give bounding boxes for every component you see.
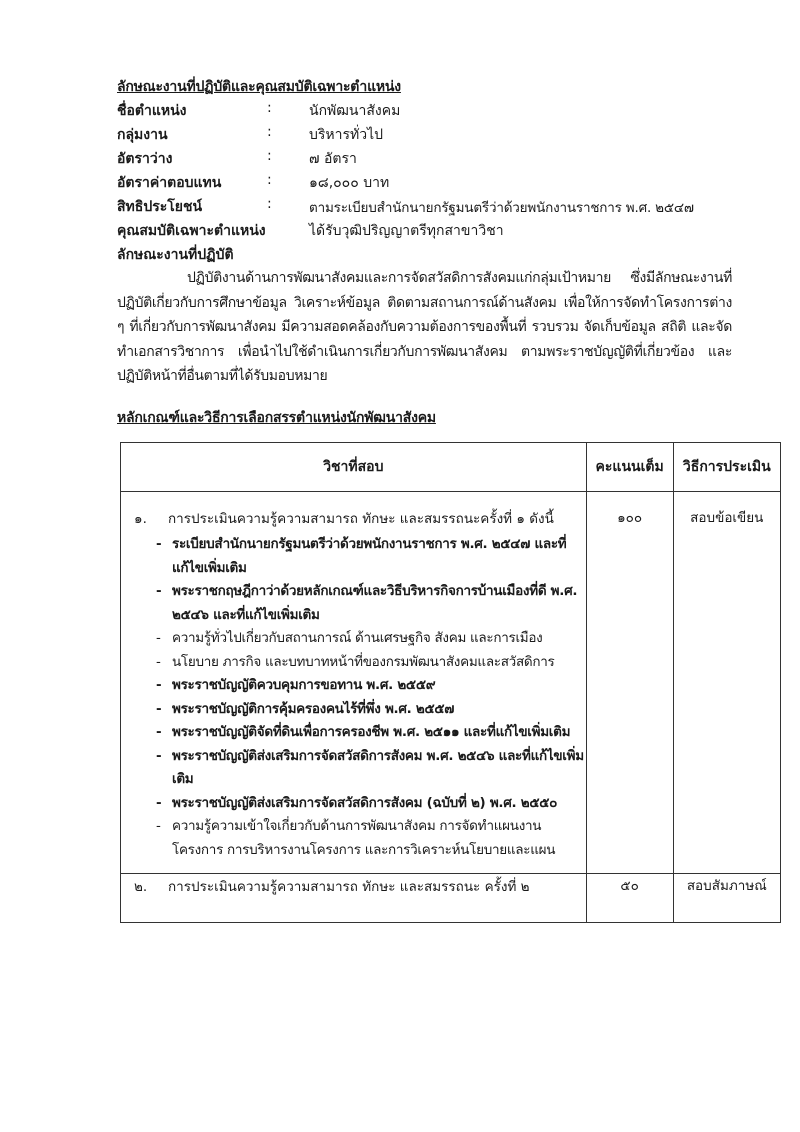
list-item: - พระราชกฤษฎีกาว่าด้วยหลักเกณฑ์และวิธีบริหารกิจการบ้านเมืองที่ดี พ.ศ. ๒๕๔๖ และที่แก้ไขเพิ่มเติม xyxy=(156,583,578,623)
field-label: อัตราค่าตอบแทน xyxy=(117,175,222,191)
field-value: ตามระเบียบสำนักนายกรัฐมนตรีว่าด้วยพนักงานราชการ พ.ศ. ๒๕๔๗ xyxy=(309,200,694,216)
evaluation-method-cell: สอบสัมภาษณ์ xyxy=(673,874,780,923)
list-item: - พระราชบัญญัติจัดที่ดินเพื่อการครองชีพ พ.ศ. ๒๕๑๑ และที่แก้ไขเพิ่มเติม xyxy=(156,724,571,740)
subject-cell xyxy=(121,492,587,874)
header-subject: วิชาที่สอบ xyxy=(121,443,587,492)
field-label: อัตราว่าง xyxy=(117,151,173,167)
list-item: - ความรู้ความเข้าใจเกี่ยวกับด้านการพัฒนาสังคม การจัดทำแผนงานโครงการ การบริหารงานโครงการ และการวิเคราะห์นโยบายและแผน xyxy=(156,818,556,858)
field-value: บริหารทั่วไป xyxy=(309,127,384,143)
field-label: สิทธิประโยชน์ xyxy=(117,199,203,215)
header-full-score: คะแนนเต็ม xyxy=(586,443,673,492)
field-label: คุณสมบัติเฉพาะตำแหน่ง xyxy=(117,223,266,239)
list-item: - พระราชบัญญัติส่งเสริมการจัดสวัสดิการสังคม พ.ศ. ๒๕๔๖ และที่แก้ไขเพิ่มเติม xyxy=(156,747,584,787)
list-item: - พระราชบัญญัติควบคุมการขอทาน พ.ศ. ๒๕๕๙ xyxy=(156,677,436,693)
list-item: - ความรู้ทั่วไปเกี่ยวกับสถานการณ์ ด้านเศรษฐกิจ สังคม และการเมือง xyxy=(156,630,543,646)
table-header-row xyxy=(121,443,781,492)
list-item: - พระราชบัญญัติการคุ้มครองคนไร้ที่พึ่ง พ.ศ. ๒๕๕๗ xyxy=(156,700,455,717)
full-score-cell: ๑๐๐ xyxy=(586,492,673,874)
subject-cell xyxy=(121,874,587,923)
section-heading-duties-qualifications: ลักษณะงานที่ปฏิบัติและคุณสมบัติเฉพาะตำแหน่ง xyxy=(117,79,401,95)
item-title xyxy=(122,875,585,897)
field-colon: : xyxy=(267,172,272,188)
item-title xyxy=(122,493,585,529)
field-colon: : xyxy=(267,196,272,212)
field-label: ลักษณะงานที่ปฏิบัติ xyxy=(117,247,234,263)
field-colon: : xyxy=(267,148,272,164)
header-evaluation-method: วิธีการประเมิน xyxy=(673,443,780,492)
field-value: ๗ อัตรา xyxy=(309,151,357,167)
item-number: ๒. xyxy=(134,879,148,895)
full-score-cell: ๕๐ xyxy=(586,874,673,923)
item-title-text: การประเมินความรู้ความสามารถ ทักษะ และสมรรถนะครั้งที่ ๑ ดังนี้ xyxy=(168,511,554,527)
field-value: ๑๘,๐๐๐ บาท xyxy=(309,175,390,191)
item-title-text: การประเมินความรู้ความสามารถ ทักษะ และสมรรถนะ ครั้งที่ ๒ xyxy=(168,879,530,895)
field-value: ได้รับวุฒิปริญญาตรีทุกสาขาวิชา xyxy=(309,223,504,239)
field-label: ชื่อตำแหน่ง xyxy=(117,103,187,119)
table-row xyxy=(121,492,781,874)
field-colon: : xyxy=(267,100,272,116)
subitem-list xyxy=(122,533,585,862)
table-row xyxy=(121,874,781,923)
section-heading-selection-criteria: หลักเกณฑ์และวิธีการเลือกสรรตำแหน่งนักพัฒนาสังคม xyxy=(117,410,436,426)
list-item: - นโยบาย ภารกิจ และบทบาทหน้าที่ของกรมพัฒนาสังคมและสวัสดิการ xyxy=(156,653,555,670)
list-item: - ระเบียบสำนักนายกรัฐมนตรีว่าด้วยพนักงานราชการ พ.ศ. ๒๕๔๗ และที่แก้ไขเพิ่มเติม xyxy=(156,536,567,576)
evaluation-method-cell: สอบข้อเขียน xyxy=(673,492,780,874)
field-label: กลุ่มงาน xyxy=(117,127,168,143)
exam-criteria-table xyxy=(120,442,781,923)
field-value: นักพัฒนาสังคม xyxy=(309,103,401,119)
item-number: ๑. xyxy=(134,511,147,527)
duties-paragraph: ปฏิบัติงานด้านการพัฒนาสังคมและการจัดสวัสดิการสังคมแก่กลุ่มเป้าหมาย ซึ่งมีลักษณะงานที่ปฏิบัติเกี่ยวกับการศึกษาข้อมูล วิเคราะห์ข้อมูล ติดตามสถานการณ์ด้านสังคม เพื่อให้การจัดทำโครงการต่าง ๆ ที่เกี่ยวกับการพัฒนาสังคม มีความสอดคล้องกับความต้องการของพื้นที่ รวบรวม จัดเก็บข้อมูล สถิติ และจัดทำเอกสารวิชาการ เพื่อนำไปใช้ดำเนินการเกี่ยวกับการพัฒนาสังคม ตามพระราชบัญญัติที่เกี่ยวข้อง และปฏิบัติหน้าที่อื่นตามที่ได้รับมอบหมาย xyxy=(117,270,732,384)
list-item: - พระราชบัญญัติส่งเสริมการจัดสวัสดิการสังคม (ฉบับที่ ๒) พ.ศ. ๒๕๕๐ xyxy=(156,794,558,811)
field-colon: : xyxy=(267,124,272,140)
